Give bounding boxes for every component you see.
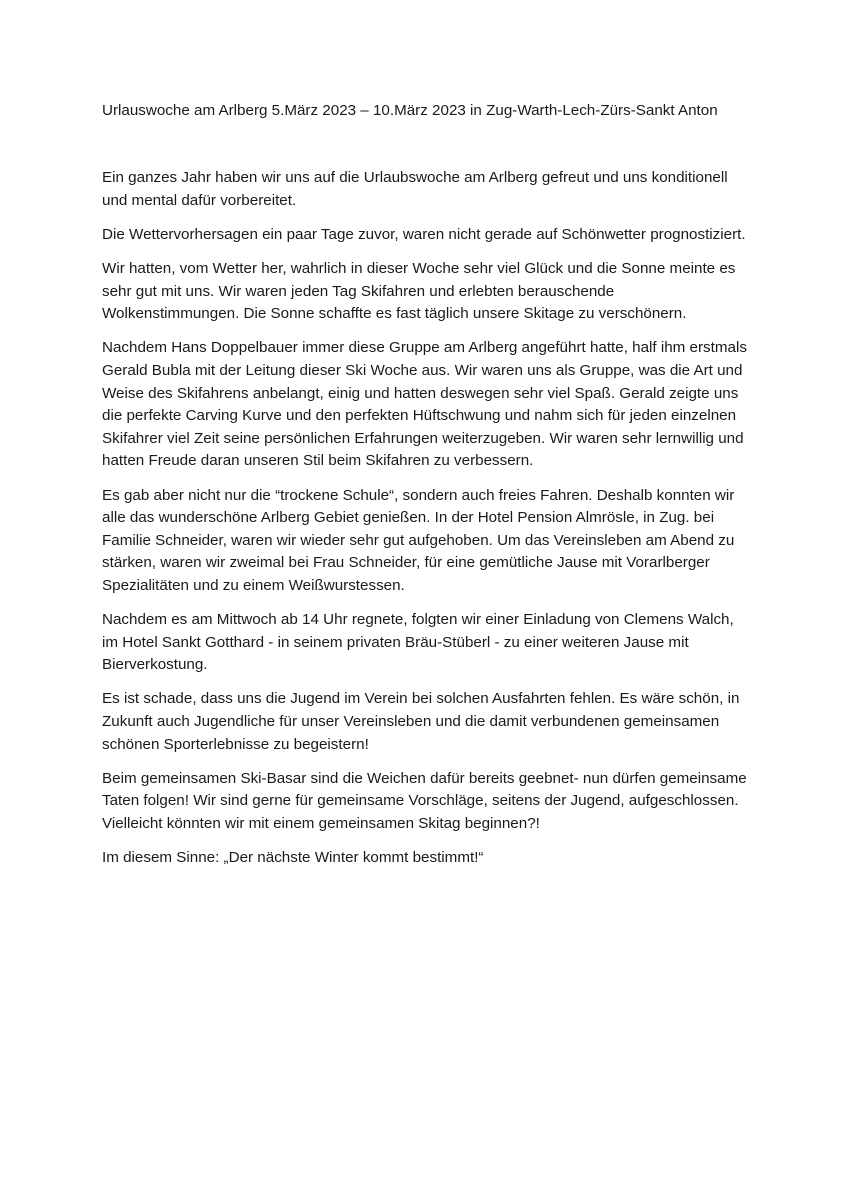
paragraph-rain-invitation: Nachdem es am Mittwoch ab 14 Uhr regnete, folgten wir einer Einladung von Clemens Walch, im Hotel Sankt Gotthard - in seinem privaten Bräu-Stüberl - zu einer weiteren Jause mit Bierverkostung. [102, 611, 734, 674]
document-page [102, 100, 752, 881]
paragraph-closing: Im diesem Sinne: „Der nächste Winter kommt bestimmt!“ [102, 849, 484, 867]
paragraph-ski-bazaar: Beim gemeinsamen Ski-Basar sind die Weichen dafür bereits geebnet- nun dürfen gemeinsame Taten folgen! Wir sind gerne für gemeinsame Vorschläge, seitens der Jugend, aufgeschlossen. Vielleicht könnten wir mit einem gemeinsamen Skitag beginnen?! [102, 769, 747, 832]
paragraph-anticipation: Ein ganzes Jahr haben wir uns auf die Urlaubswoche am Arlberg gefreut und uns konditionell und mental dafür vorbereitet. [102, 169, 728, 209]
paragraph-group-leadership: Nachdem Hans Doppelbauer immer diese Gruppe am Arlberg angeführt hatte, half ihm erstmals Gerald Bubla mit der Leitung dieser Ski Woche aus. Wir waren uns als Gruppe, was die Art und Weise des Skifahrens anbelangt, einig und hatten deswegen sehr viel Spaß. Gerald zeigte uns die perfekte Carving Kurve und den perfekten Hüftschwung und nahm sich für jeden einzelnen Skifahrer viel Zeit seine persönlichen Erfahrungen weiterzugeben. Wir waren sehr lernwillig und hatten Freude daran unseren Stil beim Skifahren zu verbessern. [102, 339, 747, 470]
paragraph-youth: Es ist schade, dass uns die Jugend im Verein bei solchen Ausfahrten fehlen. Es wäre schön, in Zukunft auch Jugendliche für unser Vereinsleben und die damit verbundenen gemeinsamen schönen Sporterlebnisse zu begeistern! [102, 690, 740, 753]
paragraph-weather-luck: Wir hatten, vom Wetter her, wahrlich in dieser Woche sehr viel Glück und die Sonne meinte es sehr gut mit uns. Wir waren jeden Tag Skifahren und erlebten berauschende Wolkenstimmungen. Die Sonne schaffte es fast täglich unsere Skitage zu verschönern. [102, 259, 736, 323]
paragraph-weather-forecast: Die Wettervorhersagen ein paar Tage zuvor, waren nicht gerade auf Schönwetter prognostiziert. [102, 225, 746, 243]
document-title: Urlauswoche am Arlberg 5.März 2023 – 10.März 2023 in Zug-Warth-Lech-Zürs-Sankt Anton [102, 102, 718, 119]
paragraph-free-skiing-hotel: Es gab aber nicht nur die “trockene Schule“, sondern auch freies Fahren. Deshalb konnten wir alle das wunderschöne Arlberg Gebiet genießen. In der Hotel Pension Almrösle, in Zug. bei Familie Schneider, waren wir wieder sehr gut aufgehoben. Um das Vereinsleben am Abend zu stärken, waren wir zweimal bei Frau Schneider, für eine gemütliche Jause mit Vorarlberger Spezialitäten und zu einem Weißwurstessen. [102, 486, 735, 594]
